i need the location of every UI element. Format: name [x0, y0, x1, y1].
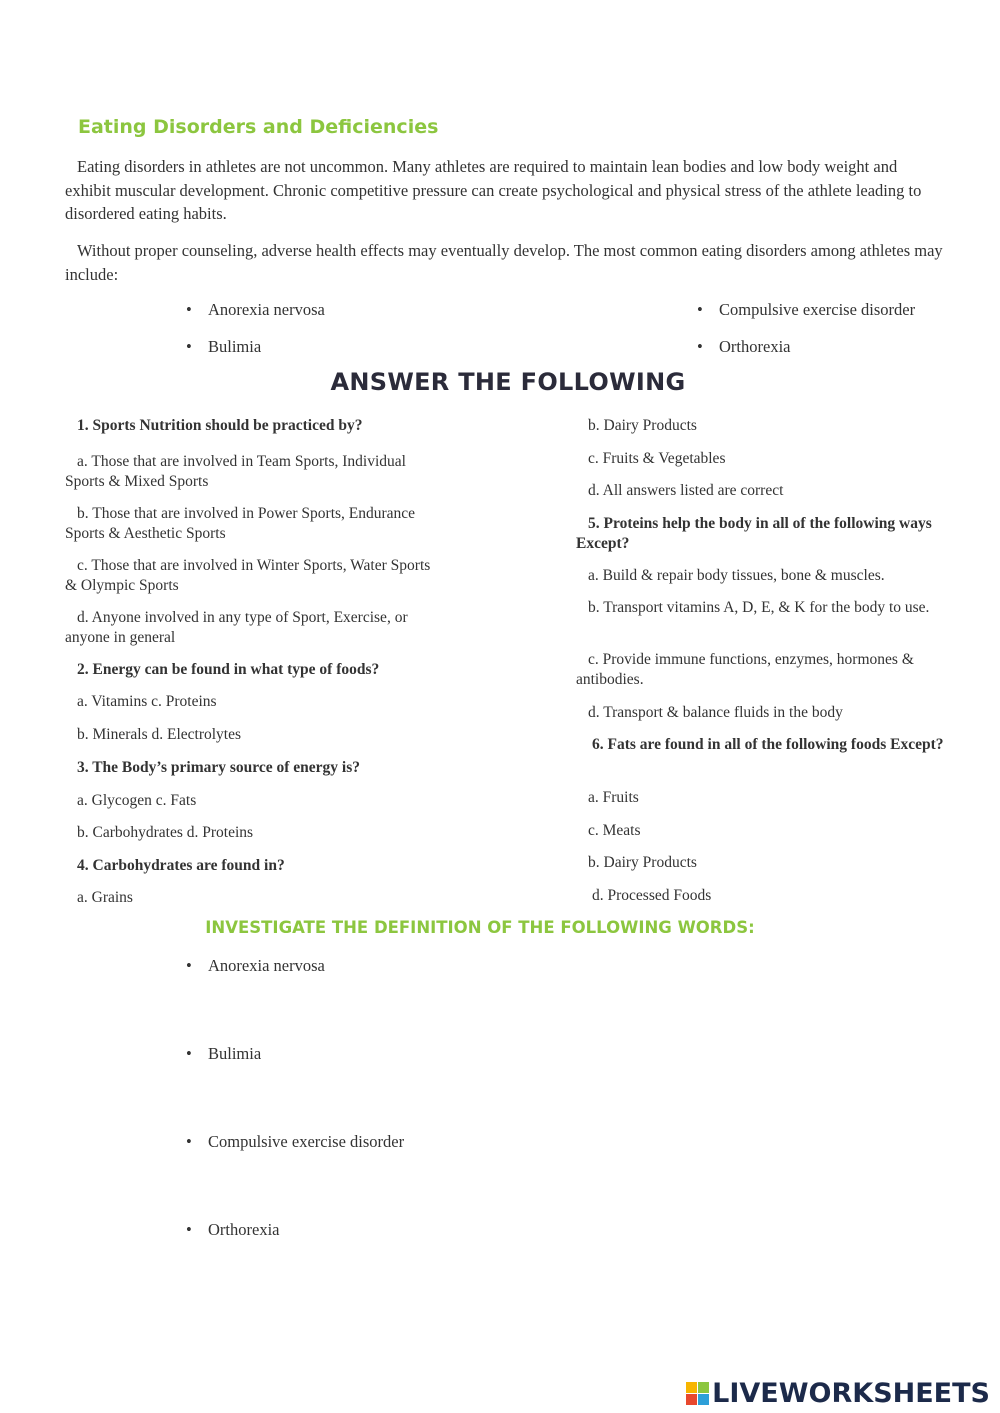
intro-paragraph-1 — [65, 155, 945, 226]
q3-options-line-2[interactable]: b. Carbohydrates d. Proteins — [77, 824, 254, 841]
logo-text: LIVEWORKSHEETS — [712, 1378, 990, 1409]
investigate-word-item: • Compulsive exercise disorder — [186, 1132, 405, 1151]
q2-options-line-2[interactable]: b. Minerals d. Electrolytes — [77, 726, 241, 743]
bullet-icon: • — [186, 300, 192, 319]
q6-option-d[interactable]: d. Processed Foods — [592, 887, 712, 904]
intro-paragraph-2-text: Without proper counseling, adverse health effects may eventually develop. The most common eating disorders among athletes may include: — [65, 241, 943, 284]
q5-option-c[interactable]: c. Provide immune functions, enzymes, hormones & antibodies. — [576, 651, 914, 688]
q5-option-d[interactable]: d. Transport & balance fluids in the body — [588, 704, 843, 721]
question-4: 4. Carbohydrates are found in? — [77, 857, 285, 874]
q6-option-a[interactable]: a. Fruits — [588, 789, 639, 806]
q5-option-b[interactable]: b. Transport vitamins A, D, E, & K for the body to use. — [588, 599, 930, 616]
q4-option-c[interactable]: c. Fruits & Vegetables — [588, 450, 726, 467]
disorder-list-item: • Orthorexia — [697, 337, 791, 356]
q4-option-b[interactable]: b. Dairy Products — [588, 417, 697, 434]
section-title: Eating Disorders and Deficiencies — [78, 116, 439, 138]
bullet-icon: • — [697, 337, 703, 356]
q4-option-d[interactable]: d. All answers listed are correct — [588, 482, 784, 499]
q4-option-a[interactable]: a. Grains — [77, 889, 133, 906]
disorder-list-item: • Anorexia nervosa — [186, 300, 325, 319]
q5-option-a[interactable]: a. Build & repair body tissues, bone & muscles. — [588, 567, 885, 584]
liveworksheets-logo[interactable] — [686, 1378, 990, 1409]
investigate-word-item: • Orthorexia — [186, 1220, 280, 1239]
q3-options-line-1[interactable]: a. Glycogen c. Fats — [77, 792, 197, 809]
bullet-icon: • — [186, 1132, 192, 1151]
intro-paragraph-1-text: Eating disorders in athletes are not uncommon. Many athletes are required to maintain lean bodies and low body weight and exhibit muscular development. Chronic competitive pressure can create psychological and physical stress of the athlete leading to disordered eating habits. — [65, 157, 922, 223]
q2-options-line-1[interactable]: a. Vitamins c. Proteins — [77, 693, 217, 710]
bullet-icon: • — [186, 956, 192, 975]
q1-option-d[interactable]: d. Anyone involved in any type of Sport, Exercise, or anyone in general — [65, 609, 408, 646]
bullet-icon: • — [186, 337, 192, 356]
bullet-icon: • — [186, 1220, 192, 1239]
question-5: 5. Proteins help the body in all of the following ways Except? — [576, 515, 932, 552]
intro-paragraph-2 — [65, 239, 945, 286]
disorder-list-item: • Bulimia — [186, 337, 262, 356]
question-6: 6. Fats are found in all of the following foods Except? — [592, 736, 944, 753]
logo-grid-icon — [686, 1382, 709, 1405]
investigate-title: INVESTIGATE THE DEFINITION OF THE FOLLOWING WORDS: — [205, 918, 755, 937]
investigate-word-item: • Bulimia — [186, 1044, 262, 1063]
investigate-word-item: • Anorexia nervosa — [186, 956, 325, 975]
question-1: 1. Sports Nutrition should be practiced by? — [77, 417, 363, 434]
q6-option-b[interactable]: b. Dairy Products — [588, 854, 697, 871]
bullet-icon: • — [186, 1044, 192, 1063]
question-3: 3. The Body’s primary source of energy is? — [77, 759, 361, 776]
disorder-list-item: • Compulsive exercise disorder — [697, 300, 916, 319]
q1-option-c[interactable]: c. Those that are involved in Winter Sports, Water Sports & Olympic Sports — [65, 557, 431, 594]
quiz-title: ANSWER THE FOLLOWING — [330, 368, 686, 396]
q1-option-a[interactable]: a. Those that are involved in Team Sports, Individual Sports & Mixed Sports — [65, 453, 406, 490]
q1-option-b[interactable]: b. Those that are involved in Power Sports, Endurance Sports & Aesthetic Sports — [65, 505, 416, 542]
bullet-icon: • — [697, 300, 703, 319]
q6-option-c[interactable]: c. Meats — [588, 822, 641, 839]
question-2: 2. Energy can be found in what type of foods? — [77, 661, 380, 678]
